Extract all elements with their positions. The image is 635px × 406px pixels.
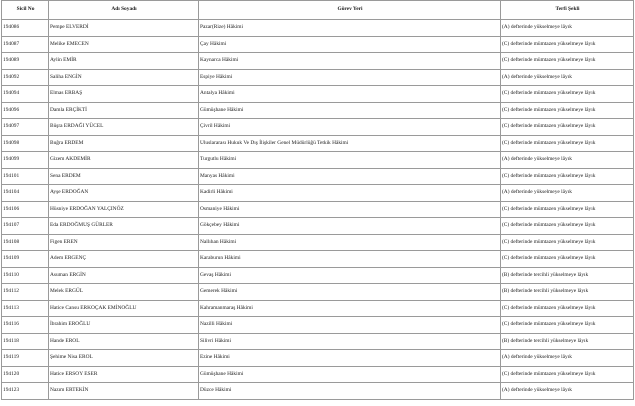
- cell-duty-station: Kaynarca Hâkimi: [199, 53, 501, 70]
- cell-promotion-type: (A) defterinde yükselmeye lâyık: [501, 383, 634, 400]
- cell-promotion-type: (C) defterinde mümtazen yükselmeye lâyık: [501, 86, 634, 103]
- cell-full-name: Eda ERDOĞMUŞ GÜRLER: [49, 218, 199, 235]
- cell-registry-no: 194098: [2, 135, 49, 152]
- cell-promotion-type: (C) defterinde mümtazen yükselmeye lâyık: [501, 234, 634, 251]
- cell-promotion-type: (A) defterinde yükselmeye lâyık: [501, 185, 634, 202]
- cell-duty-station: Kadirli Hâkimi: [199, 185, 501, 202]
- cell-registry-no: 194110: [2, 267, 49, 284]
- cell-full-name: Büşra ERDAĞI YÜCEL: [49, 119, 199, 136]
- cell-promotion-type: (C) defterinde mümtazen yükselmeye lâyık: [501, 218, 634, 235]
- cell-registry-no: 194092: [2, 69, 49, 86]
- table-row: [2, 36, 634, 53]
- cell-registry-no: 194104: [2, 185, 49, 202]
- cell-promotion-type: (C) defterinde mümtazen yükselmeye lâyık: [501, 201, 634, 218]
- table-row: [2, 350, 634, 367]
- table-row: [2, 152, 634, 169]
- table-row: [2, 234, 634, 251]
- cell-duty-station: Gemerek Hâkimi: [199, 284, 501, 301]
- cell-registry-no: 194106: [2, 201, 49, 218]
- cell-duty-station: Karaburun Hâkimi: [199, 251, 501, 268]
- cell-promotion-type: (C) defterinde mümtazen yükselmeye lâyık: [501, 135, 634, 152]
- cell-promotion-type: (A) defterinde yükselmeye lâyık: [501, 350, 634, 367]
- cell-duty-station: Osmaniye Hâkimi: [199, 201, 501, 218]
- header-duty-station: Görev Yeri: [199, 1, 501, 20]
- table-row: [2, 383, 634, 400]
- cell-promotion-type: (C) defterinde mümtazen yükselmeye lâyık: [501, 53, 634, 70]
- table-row: [2, 284, 634, 301]
- table-row: [2, 251, 634, 268]
- table-row: [2, 300, 634, 317]
- cell-registry-no: 194113: [2, 300, 49, 317]
- promotion-table: [1, 0, 634, 400]
- table-row: [2, 69, 634, 86]
- cell-full-name: Ayşe ERDOĞAN: [49, 185, 199, 202]
- cell-full-name: Adem ERGENÇ: [49, 251, 199, 268]
- cell-registry-no: 194097: [2, 119, 49, 136]
- cell-duty-station: Antalya Hâkimi: [199, 86, 501, 103]
- cell-duty-station: Gümüşhane Hâkimi: [199, 102, 501, 119]
- cell-full-name: Aylin EMİR: [49, 53, 199, 70]
- cell-full-name: Pempe ELVERDİ: [49, 20, 199, 37]
- cell-registry-no: 194123: [2, 383, 49, 400]
- cell-full-name: Saliha ENGİN: [49, 69, 199, 86]
- header-full-name: Adı Soyadı: [49, 1, 199, 20]
- cell-promotion-type: (C) defterinde mümtazen yükselmeye lâyık: [501, 119, 634, 136]
- cell-registry-no: 194107: [2, 218, 49, 235]
- cell-full-name: Gizem AKDEMİR: [49, 152, 199, 169]
- cell-registry-no: 194118: [2, 333, 49, 350]
- cell-duty-station: Nallıhan Hâkimi: [199, 234, 501, 251]
- cell-registry-no: 194120: [2, 366, 49, 383]
- cell-duty-station: Kahramanmaraş Hâkimi: [199, 300, 501, 317]
- cell-registry-no: 194089: [2, 53, 49, 70]
- cell-promotion-type: (C) defterinde mümtazen yükselmeye lâyık: [501, 102, 634, 119]
- cell-promotion-type: (B) defterinde tercihli yükselmeye lâyık: [501, 284, 634, 301]
- cell-registry-no: 194087: [2, 36, 49, 53]
- cell-promotion-type: (C) defterinde mümtazen yükselmeye lâyık: [501, 366, 634, 383]
- table-row: [2, 185, 634, 202]
- cell-full-name: Sena ERDEM: [49, 168, 199, 185]
- cell-registry-no: 194112: [2, 284, 49, 301]
- cell-full-name: Elmas ERBAŞ: [49, 86, 199, 103]
- cell-registry-no: 194108: [2, 234, 49, 251]
- cell-registry-no: 194094: [2, 86, 49, 103]
- cell-duty-station: Çivril Hâkimi: [199, 119, 501, 136]
- cell-full-name: Nazım ERTEKİN: [49, 383, 199, 400]
- cell-duty-station: Manyas Hâkimi: [199, 168, 501, 185]
- cell-full-name: Damla ERÇİKTİ: [49, 102, 199, 119]
- cell-promotion-type: (B) defterinde tercihli yükselmeye lâyık: [501, 267, 634, 284]
- table-row: [2, 20, 634, 37]
- header-registry-no: Sicil No: [2, 1, 49, 20]
- cell-promotion-type: (C) defterinde mümtazen yükselmeye lâyık: [501, 36, 634, 53]
- cell-full-name: Şehime Nisa EROL: [49, 350, 199, 367]
- cell-promotion-type: (C) defterinde mümtazen yükselmeye lâyık: [501, 251, 634, 268]
- cell-full-name: Hatice ERSOY ESER: [49, 366, 199, 383]
- cell-duty-station: Gökçebey Hâkimi: [199, 218, 501, 235]
- table-row: [2, 317, 634, 334]
- table-row: [2, 102, 634, 119]
- cell-promotion-type: (A) defterinde yükselmeye lâyık: [501, 69, 634, 86]
- cell-full-name: Hatice Cansu ERKOÇAK EMİNOĞLU: [49, 300, 199, 317]
- cell-registry-no: 194119: [2, 350, 49, 367]
- cell-registry-no: 194086: [2, 20, 49, 37]
- cell-duty-station: Espiye Hâkimi: [199, 69, 501, 86]
- cell-registry-no: 194099: [2, 152, 49, 169]
- cell-duty-station: Ezine Hâkimi: [199, 350, 501, 367]
- table-row: [2, 86, 634, 103]
- cell-promotion-type: (C) defterinde mümtazen yükselmeye lâyık: [501, 317, 634, 334]
- table-row: [2, 267, 634, 284]
- cell-duty-station: Silivri Hâkimi: [199, 333, 501, 350]
- cell-registry-no: 194096: [2, 102, 49, 119]
- cell-duty-station: Gümüşhane Hâkimi: [199, 366, 501, 383]
- cell-promotion-type: (A) defterinde yükselmeye lâyık: [501, 20, 634, 37]
- cell-full-name: Figen EREN: [49, 234, 199, 251]
- table-row: [2, 366, 634, 383]
- table-row: [2, 119, 634, 136]
- cell-duty-station: Pazar(Rize) Hâkimi: [199, 20, 501, 37]
- cell-duty-station: Uluslararası Hukuk Ve Dış İlişkiler Genel Müdürlüğü Tetkik Hâkimi: [199, 135, 501, 152]
- cell-promotion-type: (A) defterinde yükselmeye lâyık: [501, 152, 634, 169]
- table-row: [2, 218, 634, 235]
- cell-duty-station: Gevaş Hâkimi: [199, 267, 501, 284]
- cell-duty-station: Turgutlu Hâkimi: [199, 152, 501, 169]
- table-body: [2, 20, 634, 400]
- cell-full-name: Hande EROL: [49, 333, 199, 350]
- header-promotion-type: Terfi Şekli: [501, 1, 634, 20]
- cell-promotion-type: (C) defterinde mümtazen yükselmeye lâyık: [501, 168, 634, 185]
- cell-duty-station: Nazilli Hâkimi: [199, 317, 501, 334]
- table-row: [2, 333, 634, 350]
- cell-duty-station: Çay Hâkimi: [199, 36, 501, 53]
- cell-registry-no: 194101: [2, 168, 49, 185]
- cell-full-name: Melike EMECEN: [49, 36, 199, 53]
- cell-full-name: Asuman ERGİN: [49, 267, 199, 284]
- table-row: [2, 53, 634, 70]
- cell-duty-station: Düzce Hâkimi: [199, 383, 501, 400]
- cell-promotion-type: (B) defterinde tercihli yükselmeye lâyık: [501, 333, 634, 350]
- cell-full-name: İbrahim EROĞLU: [49, 317, 199, 334]
- cell-promotion-type: (C) defterinde mümtazen yükselmeye lâyık: [501, 300, 634, 317]
- header-row: [2, 1, 634, 20]
- cell-registry-no: 194109: [2, 251, 49, 268]
- table-row: [2, 135, 634, 152]
- table-row: [2, 168, 634, 185]
- cell-registry-no: 194116: [2, 317, 49, 334]
- cell-full-name: Melek ERGÜL: [49, 284, 199, 301]
- cell-full-name: Buğra ERDEM: [49, 135, 199, 152]
- table-row: [2, 201, 634, 218]
- cell-full-name: Hüsniye ERDOĞAN YALÇINÖZ: [49, 201, 199, 218]
